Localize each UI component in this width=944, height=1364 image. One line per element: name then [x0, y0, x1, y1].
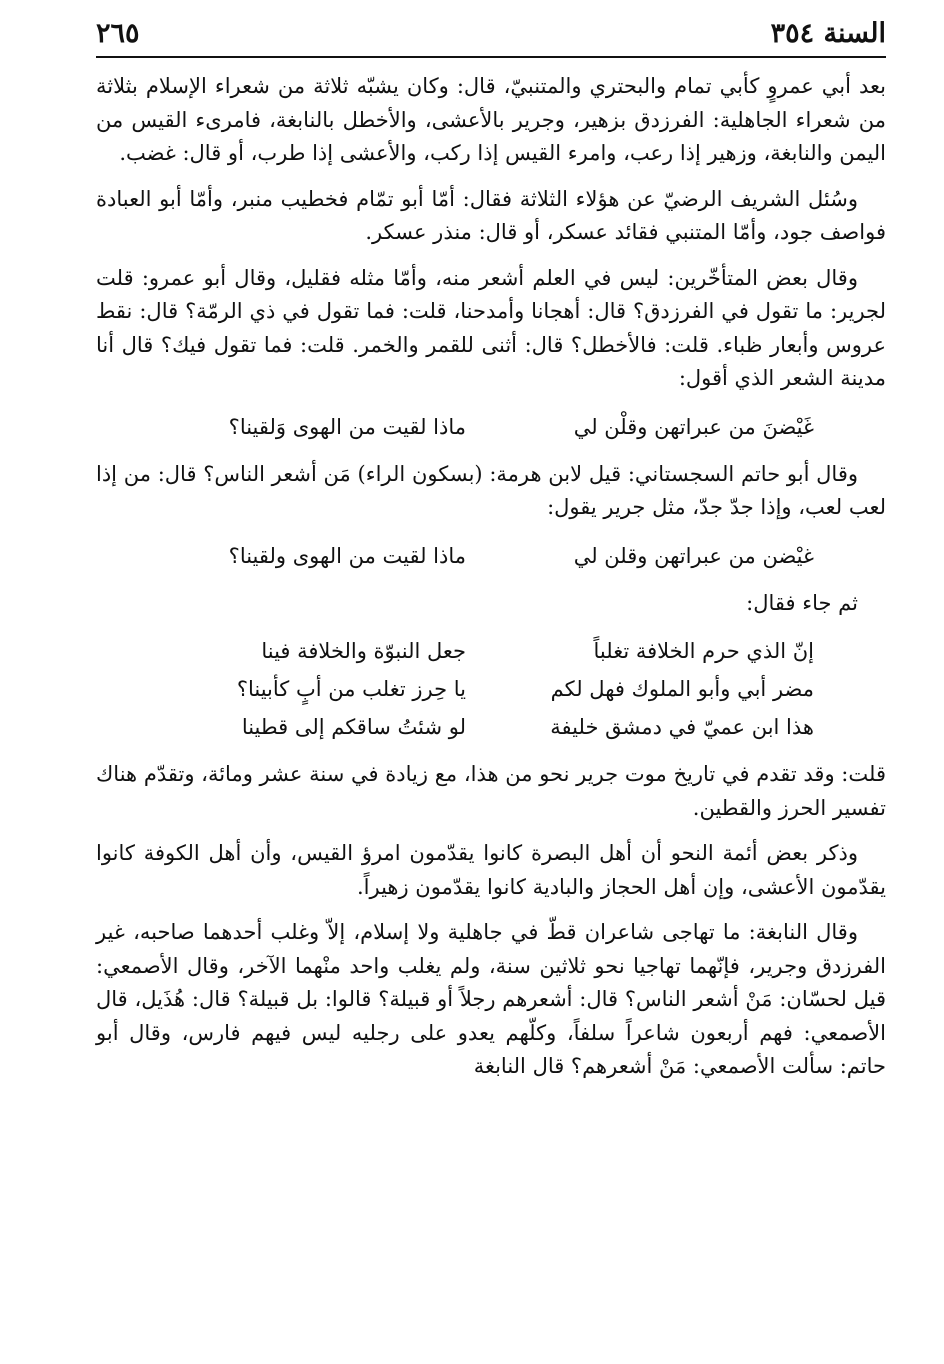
- verse-second-hemistich: جعل النبوّة والخلافة فينا: [261, 639, 466, 663]
- verse-second-hemistich: يا حِرز تغلب من أبٍ كأبينا؟: [236, 677, 466, 701]
- verse-group: [96, 537, 886, 575]
- page-number: ٢٦٥: [96, 18, 140, 49]
- verse-group: [96, 632, 886, 746]
- paragraph: بعد أبي عمروٍ كأبي تمام والبحتري والمتنبيّ، قال: وكان يشبّه ثلاثة من شعراء الإسلام بثلاثة من شعراء الجاهلية: الفرزدق بزهير، وجرير بالأعشى، والأخطل بالنابغة، فامرىء القيس من اليمن والنابغة، وزهير إذا رعب، وامرء القيس إذا ركب، والأعشى إذا طرب، أو قال: غضب.: [96, 74, 886, 165]
- verse-line: [158, 537, 814, 575]
- paragraph: وسُئل الشريف الرضيّ عن هؤلاء الثلاثة فقال: أمّا أبو تمّام فخطيب منبر، وأمّا أبو العبادة فواصف جود، وأمّا المتنبي فقائد عسكر، أو قال: منذر عسكر.: [96, 186, 886, 244]
- verse-group: [96, 408, 886, 446]
- verse-first-hemistich: إنّ الذي حرم الخلافة تغلباً: [593, 639, 814, 663]
- page-header: [96, 14, 886, 54]
- verse-line: [158, 408, 814, 446]
- paragraph: وقال النابغة: ما تهاجى شاعران قطّ في جاهلية ولا إسلام، إلاّ وغلب أحدهما صاحبه، غير الفرزدق وجرير، فإنّهما تهاجيا نحو ثلاثين سنة، ولم يغلب واحد منْهما الآخر، وقال الأصمعي: قيل لحسّان: مَنْ أشعر الناس؟ قال: أشعرهم رجلاً أو قبيلة؟ قالوا: بل قبيلة؟ قال: هُذَيل، قال الأصمعي: فهم أربعون شاعراً سلفاً، وكلّهم يعدو على رجليه ليس فيهم فارس، وقال أبو حاتم: سألت الأصمعي: مَنْ أشعرهم؟ قال النابغة: [96, 920, 886, 1078]
- header-rule: [96, 56, 886, 58]
- paragraph: وقال أبو حاتم السجستاني: قيل لابن هرمة: (بسكون الراء) مَن أشعر الناس؟ قال: من إذا لعب لعب، وإذا جدّ جدّ، مثل جرير يقول:: [96, 461, 886, 519]
- verse-first-hemistich: غيْضن من عبراتهن وقلن لي: [573, 543, 814, 568]
- verse-line: [158, 708, 814, 746]
- running-head: السنة ٣٥٤: [770, 18, 886, 49]
- verse-line: [158, 632, 814, 670]
- verse-second-hemistich: لو شئتُ ساقكم إلى قطينا: [241, 715, 466, 739]
- paragraph: وذكر بعض أئمة النحو أن أهل البصرة كانوا يقدّمون امرؤ القيس، وأن أهل الكوفة كانوا يقدّمون الأعشى، وإن أهل الحجاز والبادية كانوا يقدّمون زهيراً.: [96, 841, 886, 899]
- paragraph: وقال بعض المتأخّرين: ليس في العلم أشعر منه، وأمّا مثله فقليل، وقال أبو عمرو: قلت لجرير: ما تقول في الفرزدق؟ قال: أهجانا وأمدحنا، قلت: فما تقول في ذي الرمّة؟ قال: نقط عروس وأبعار ظباء. قلت: فالأخطل؟ قال: أثنى للقمر والخمر. قلت: فما تقول فيك؟ قال أنا مدينة الشعر الذي أقول:: [96, 265, 886, 390]
- verse-first-hemistich: غَيْضنَ من عبراتهن وقلْن لي: [573, 414, 814, 439]
- page-body: [96, 70, 886, 1096]
- verse-second-hemistich: ماذا لقيت من الهوى ولقينا؟: [228, 543, 466, 568]
- verse-first-hemistich: هذا ابن عميّ في دمشق خليفة: [550, 715, 814, 739]
- paragraph: قلت: وقد تقدم في تاريخ موت جرير نحو من هذا، مع زيادة في سنة عشر ومائة، وتقدّم هناك تفسير الحرز والقطين.: [96, 762, 886, 820]
- paragraph: ثم جاء فقال:: [746, 590, 858, 615]
- verse-first-hemistich: مضر أبي وأبو الملوك فهل لكم: [550, 677, 814, 701]
- verse-second-hemistich: ماذا لقيت من الهوى وَلقينا؟: [228, 414, 466, 439]
- verse-line: [158, 670, 814, 708]
